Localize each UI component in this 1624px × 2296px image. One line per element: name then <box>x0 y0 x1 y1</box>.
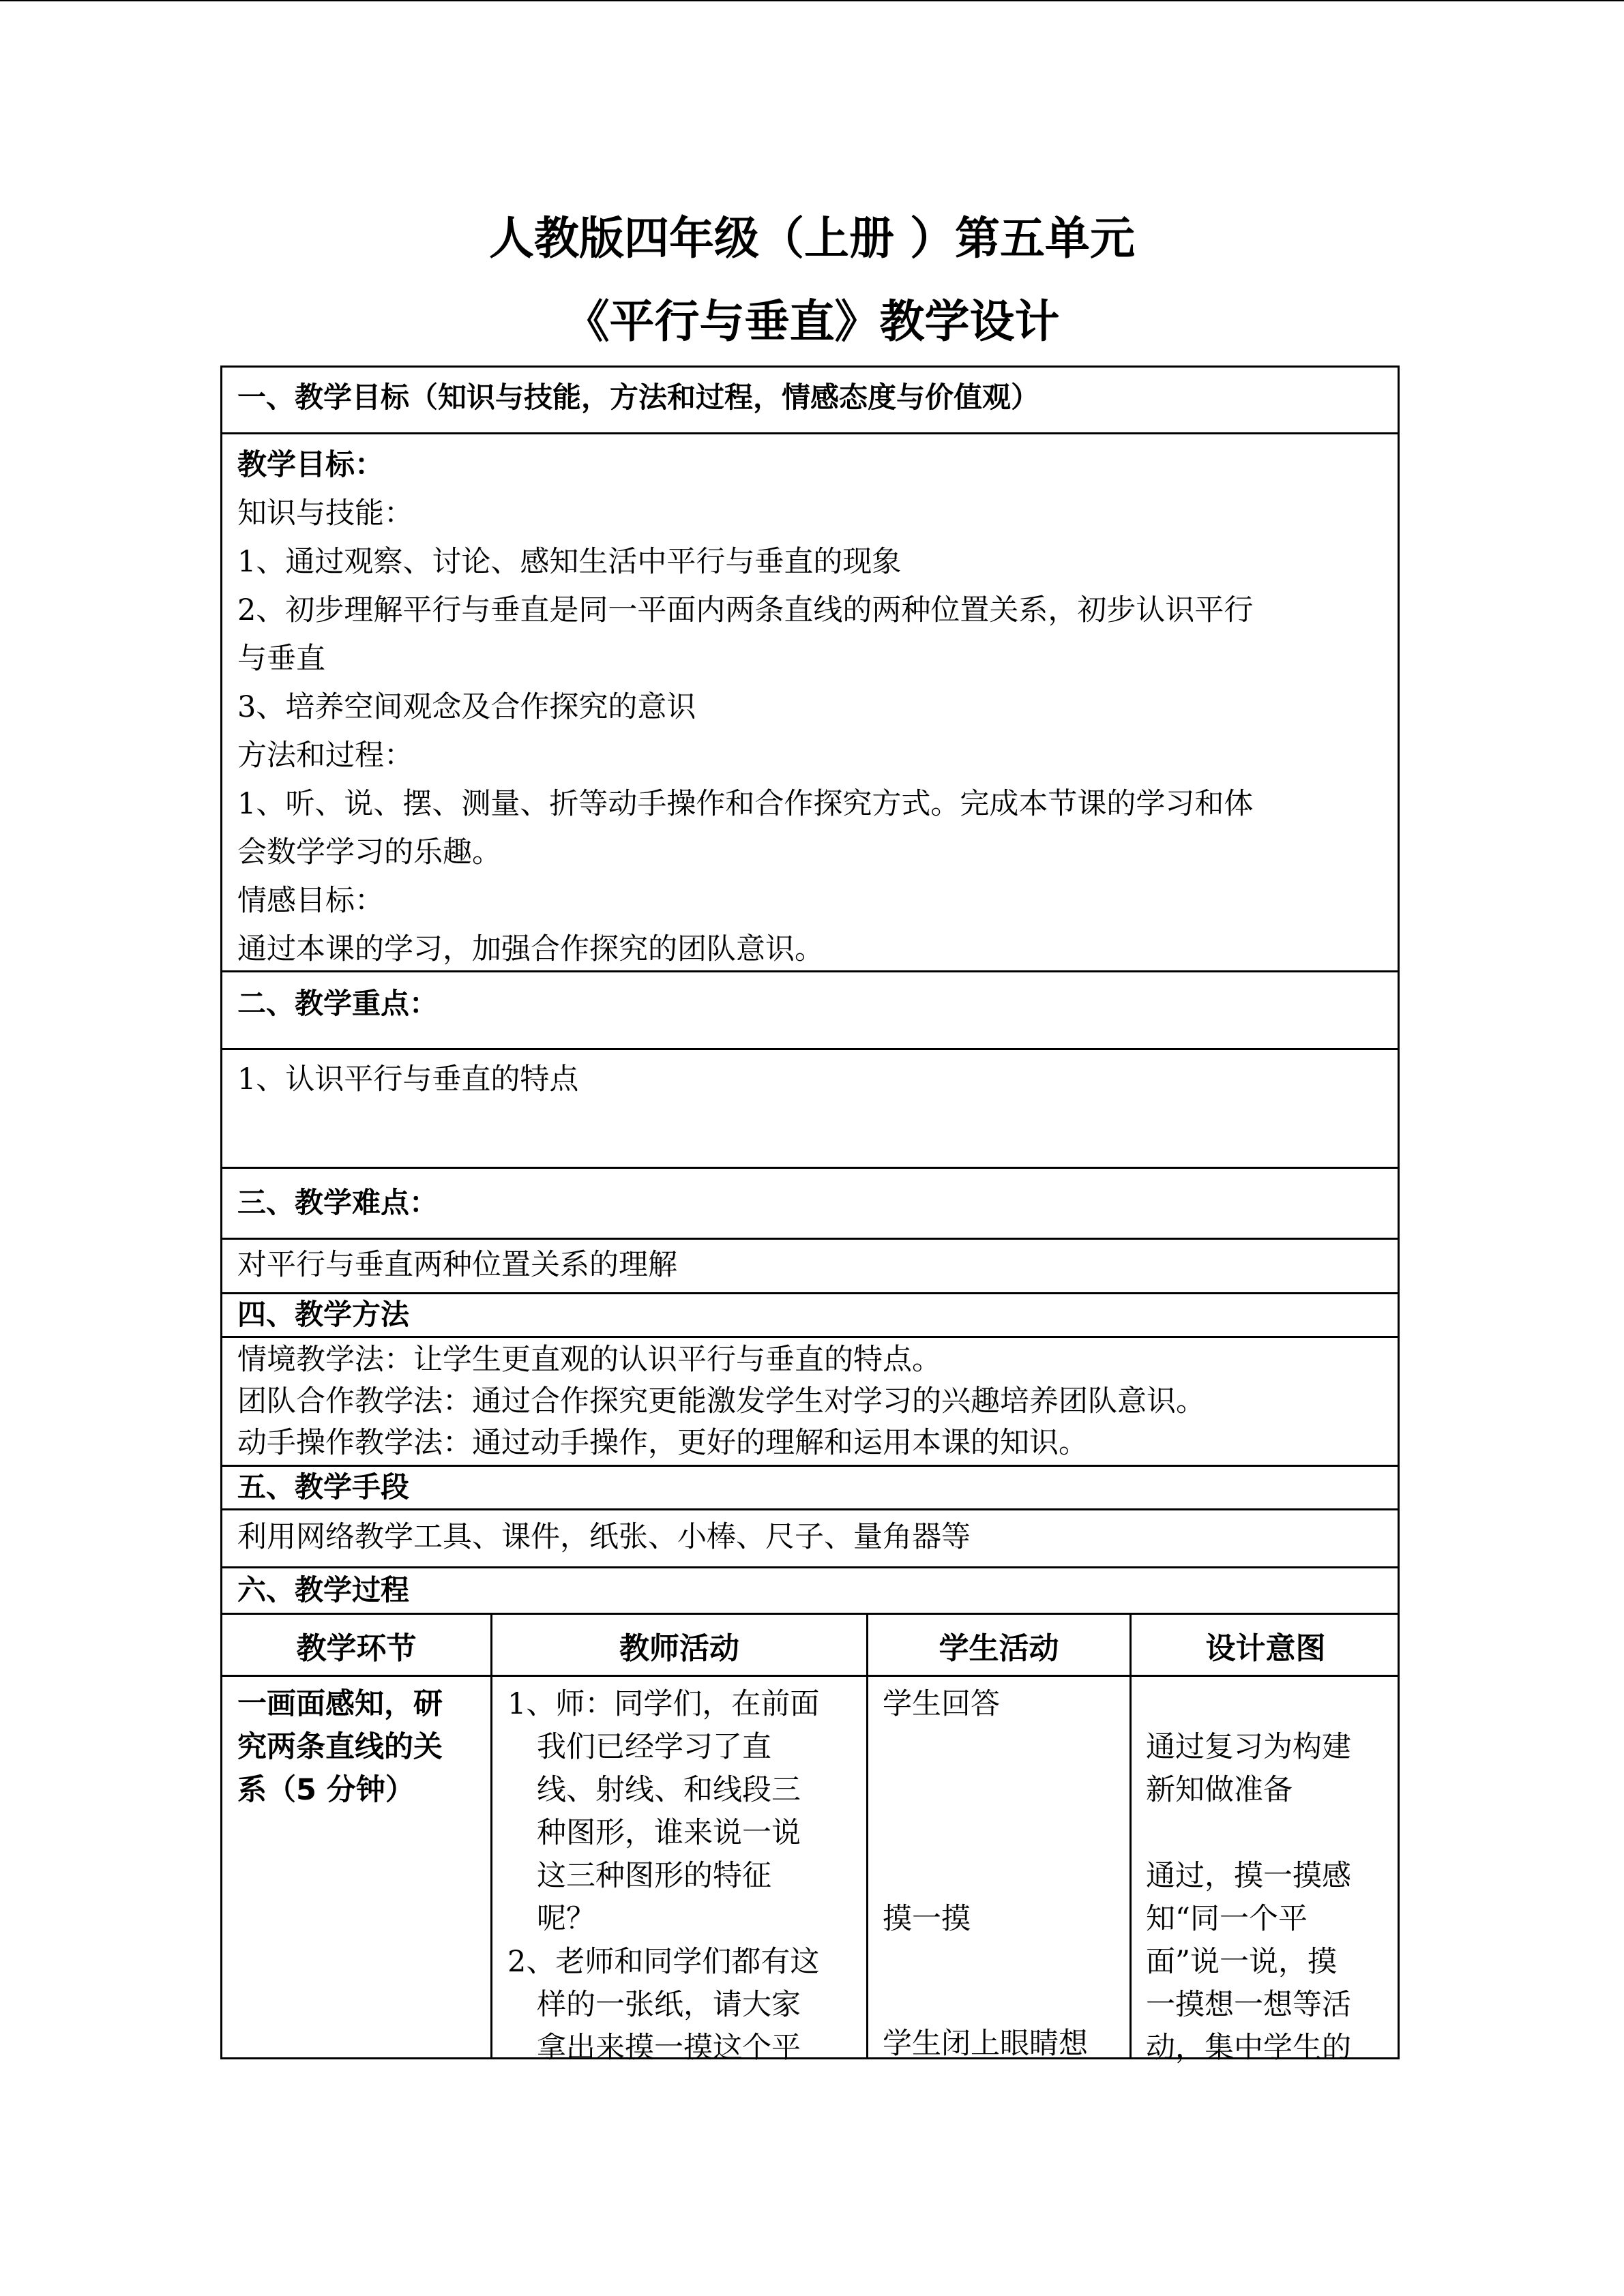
objectives-line: 会数学学习的乐趣。 <box>237 835 501 869</box>
document-title-line-1: 人教版四年级（上册 ）第五单元 <box>489 212 1135 265</box>
process-table <box>220 1613 1400 2065</box>
header-student-activity: 学生活动 <box>939 1631 1059 1666</box>
section-methods-header <box>220 1292 1400 1338</box>
intent-line: 新知做准备 <box>1146 1773 1293 1807</box>
key-points-content: 1、认识平行与垂直的特点 <box>237 1062 579 1097</box>
teacher-line: 1、师：同学们，在前面 <box>507 1687 820 1721</box>
methods-heading: 四、教学方法 <box>237 1298 410 1331</box>
section-means-body <box>220 1508 1400 1568</box>
section-means-header <box>220 1465 1400 1510</box>
intent-line: 动，集中学生的 <box>1146 2031 1351 2065</box>
objectives-line: 方法和过程： <box>237 739 413 773</box>
teacher-line: 2、老师和同学们都有这 <box>507 1945 820 1979</box>
column-divider <box>490 1615 492 2057</box>
teacher-line: 线、射线、和线段三 <box>537 1773 801 1807</box>
section-objectives-body <box>220 432 1400 972</box>
key-points-heading: 二、教学重点： <box>237 987 439 1020</box>
section-objectives-heading: 一、教学目标（知识与技能，方法和过程，情感态度与价值观） <box>237 381 1040 414</box>
means-content: 利用网络教学工具、课件，纸张、小棒、尺子、量角器等 <box>237 1520 971 1554</box>
teacher-line: 种图形，谁来说一说 <box>537 1816 801 1850</box>
teacher-line: 呢？ <box>537 1902 595 1936</box>
objectives-line: 情感目标： <box>237 884 384 918</box>
section-methods-body <box>220 1336 1400 1467</box>
objectives-line: 通过本课的学习，加强合作探究的团队意识。 <box>237 932 824 966</box>
objectives-line: 知识与技能： <box>237 496 413 531</box>
section-difficulties-header <box>220 1167 1400 1240</box>
intent-cell-2 <box>1146 1855 1351 2070</box>
student-close-eyes: 学生闭上眼睛想 <box>883 2027 1088 2061</box>
section-process-header <box>220 1566 1400 1615</box>
objectives-line: 3、培养空间观念及合作探究的意识 <box>237 690 696 724</box>
intent-line: 通过，摸一摸感 <box>1146 1859 1351 1893</box>
intent-line: 面”说一说，摸 <box>1146 1945 1337 1979</box>
objectives-line: 与垂直 <box>237 642 325 676</box>
methods-line: 团队合作教学法：通过合作探究更能激发学生对学习的兴趣培养团队意识。 <box>237 1384 1205 1418</box>
section-key-points-body <box>220 1048 1400 1169</box>
section-difficulties-body <box>220 1238 1400 1294</box>
intent-line: 知“同一个平 <box>1146 1902 1308 1936</box>
objectives-line: 2、初步理解平行与垂直是同一平面内两条直线的两种位置关系，初步认识平行 <box>237 593 1254 627</box>
teacher-activity-cell <box>507 1683 819 2070</box>
column-divider <box>866 1615 868 2057</box>
intent-cell-1 <box>1146 1726 1351 1812</box>
teacher-line: 我们已经学习了直 <box>537 1730 771 1764</box>
document-title-line-2: 《平行与垂直》教学设计 <box>564 295 1060 348</box>
teacher-line: 样的一张纸，请大家 <box>537 1988 801 2022</box>
stage-line: 一画面感知，研 <box>237 1687 443 1721</box>
teacher-line: 拿出来摸一摸这个平 <box>537 2031 801 2065</box>
methods-line: 动手操作教学法：通过动手操作，更好的理解和运用本课的知识。 <box>237 1426 1088 1460</box>
intent-line: 一摸想一想等活 <box>1146 1988 1351 2022</box>
section-key-points-header <box>220 970 1400 1050</box>
column-divider <box>1130 1615 1132 2057</box>
intent-line: 通过复习为构建 <box>1146 1730 1351 1764</box>
student-touch: 摸一摸 <box>883 1902 971 1936</box>
stage-line: 系（5 分钟） <box>237 1773 415 1807</box>
means-heading: 五、教学手段 <box>237 1470 410 1504</box>
teacher-line: 这三种图形的特征 <box>537 1859 771 1893</box>
objectives-line: 1、通过观察、讨论、感知生活中平行与垂直的现象 <box>237 545 902 579</box>
page-top-border <box>0 0 1624 1</box>
section-objectives-header <box>220 366 1400 434</box>
header-design-intent: 设计意图 <box>1205 1631 1326 1666</box>
methods-line: 情境教学法：让学生更直观的认识平行与垂直的特点。 <box>237 1343 941 1377</box>
header-teacher-activity: 教师活动 <box>619 1631 739 1666</box>
stage-line: 究两条直线的关 <box>237 1730 443 1764</box>
process-heading: 六、教学过程 <box>237 1573 410 1607</box>
difficulties-content: 对平行与垂直两种位置关系的理解 <box>237 1248 677 1282</box>
objectives-line: 1、听、说、摆、测量、折等动手操作和合作探究方式。完成本节课的学习和体 <box>237 787 1254 821</box>
objectives-subheading: 教学目标： <box>237 448 384 482</box>
header-stage: 教学环节 <box>296 1631 417 1666</box>
student-answer: 学生回答 <box>883 1687 1000 1721</box>
difficulties-heading: 三、教学难点： <box>237 1186 439 1219</box>
stage-cell <box>237 1683 443 1812</box>
